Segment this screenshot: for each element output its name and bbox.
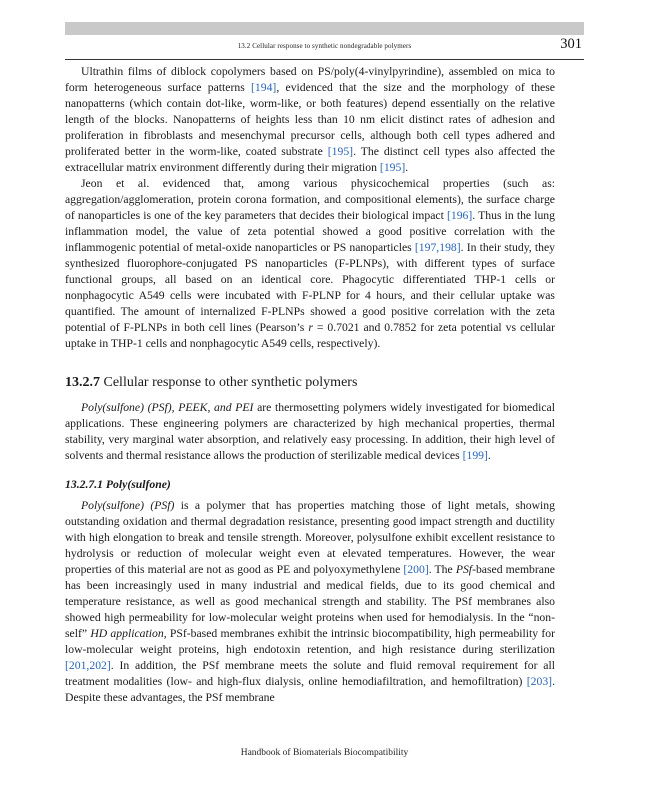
running-title: 13.2 Cellular response to synthetic nondegradable polymers [237,42,412,50]
citation-link[interactable]: [197,198] [414,241,461,254]
paragraph-nanopatterns: Ultrathin films of diblock copolymers based on PS/poly(4-vinylpyrindine), assembled on mica to form heterogeneous surface patterns [194], evidenced that the size and the morphology of these nanopatterns (which contain dot-like, worm-like, or both features) depend essentially on the relative length of the blocks. Nanopatterns of heights less than 10 nm elicit distinct rates of adhesion and proliferation in fibroblasts and mesenchymal precursor cells, although both cell types adhered and proliferated better in the worm-like, coated substrate [195]. The distinct cell types also affected the extracellular matrix environment differently during their migration [195]. [65,65,555,174]
paragraph-zeta-potential: Jeon et al. evidenced that, among various physicochemical properties (such as: aggregation/agglomeration, protein corona formation, and compositional elements), the surface charge of nanoparticles is one of the key parameters that decides their biological impact [196]. Thus in the lung inflammation model, the value of zeta potential showed a good positive correlation with the inflammogenic potential of metal-oxide nanoparticles or PS nanoparticles [197,198]. In their study, they synthesized fluorophore-conjugated PS nanoparticles (F-PLNPs), with different types of surface functional groups, all based on an identical core. Phagocytic differentiated THP-1 cells or nonphagocytic A549 cells were incubated with F-PLNP for 4 hours, and their cellular uptake was quantified. The amount of internalized F-PLNPs showed a good positive correlation with the zeta potential of F-PLNPs in both cell lines (Pearson’s r = 0.7021 and 0.7852 for zeta potential vs cellular uptake in THP-1 cells and nonphagocytic A549 cells, respectively). [65,177,555,350]
citation-link[interactable]: [201,202] [65,659,111,672]
paragraph-other-polymers: Poly(sulfone) (PSf), PEEK, and PEI are thermosetting polymers widely investigated for biomedical applications. These engineering polymers are characterized by high mechanical properties, thermal stability, very marginal water absorption, and relatively easy processing. In addition, their high level of solvents and thermal resistance allows the production of sterilizable medical devices [199]. [65,401,555,462]
citation-link[interactable]: [194] [251,81,277,94]
citation-link[interactable]: [195] [327,145,354,158]
page-body [65,64,555,706]
section-heading: 13.2.7 Cellular response to other synthetic polymers [65,375,358,390]
citation-link[interactable]: [203] [526,675,553,688]
page-number: 301 [560,36,582,52]
header-bar [65,22,584,35]
citation-link[interactable]: [199] [462,449,488,462]
page-header [65,36,584,58]
header-rule [65,59,584,60]
citation-link[interactable]: [196] [446,209,473,222]
citation-link[interactable]: [195] [379,161,406,174]
citation-link[interactable]: [200] [403,563,429,576]
page-footer: Handbook of Biomaterials Biocompatibility [240,748,409,758]
subsection-heading: 13.2.7.1 Poly(sulfone) [65,478,171,491]
paragraph-polysulfone: Poly(sulfone) (PSf) is a polymer that has properties matching those of light metals, showing outstanding oxidation and thermal degradation resistance, presenting good impact strength and ductility with high elongation to break and tensile strength. Moreover, polysulfone exhibit excellent resistance to hydrolysis or reduction of molecular weight even at elevated temperatures. However, the wear properties of this material are not as good as PE and polyoxymethylene [200]. The PSf-based membrane has been increasingly used in many industrial and medical fields, due to its good chemical and temperature resistance, as well as good mechanical strength and stability. The PSf membranes also showed high permeability for low-molecular weight proteins when used for hemodialysis. In the “non-self” HD application, PSf-based membranes exhibit the intrinsic biocompatibility, high permeability for low-molecular weight proteins, high endotoxin retention, and high resistance during sterilization [201,202]. In addition, the PSf membrane meets the solute and fluid removal requirement for all treatment modalities (low- and high-flux dialysis, online hemodiafiltration, and hemofiltration) [203]. Despite these advantages, the PSf membrane [65,499,556,704]
